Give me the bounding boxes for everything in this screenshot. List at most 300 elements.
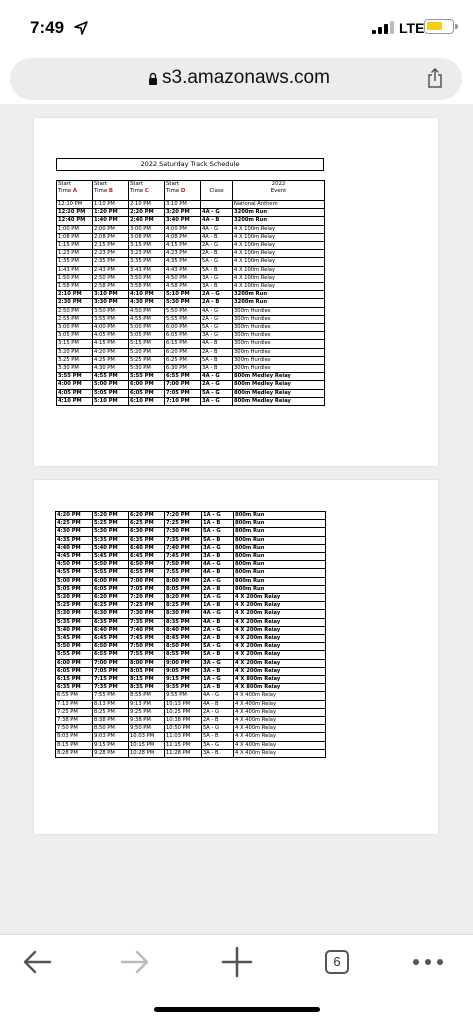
cell-a: 8:15 PM: [56, 741, 93, 749]
cell-b: 4:55 PM: [93, 373, 129, 381]
table-row: [56, 577, 326, 585]
cell-ev: 800m Run: [234, 577, 326, 585]
cell-cls: 5A - B: [201, 266, 233, 274]
cell-ev: 4 X 400m Relay: [234, 692, 326, 700]
cell-ev: 4 X 100m Relay: [233, 266, 325, 274]
cell-a: 12:40 PM: [57, 217, 93, 225]
table-row: [56, 536, 326, 544]
cell-c: 10:03 PM: [129, 733, 165, 741]
cell-c: 6:50 PM: [129, 561, 165, 569]
cell-b: 7:35 PM: [93, 684, 129, 692]
cell-ev: 800m Run: [234, 536, 326, 544]
cell-a: 1:15 PM: [57, 242, 93, 250]
cell-a: 3:20 PM: [57, 348, 93, 356]
cell-c: 7:50 PM: [129, 643, 165, 651]
table-row: [56, 602, 326, 610]
cell-b: 7:00 PM: [93, 659, 129, 667]
cell-cls: 2A - G: [201, 242, 233, 250]
cell-a: 3:55 PM: [57, 373, 93, 381]
table-row: [56, 626, 326, 634]
back-arrow-icon[interactable]: [22, 949, 52, 975]
cell-ev: 4 X 100m Relay: [233, 283, 325, 291]
table-row: [57, 274, 325, 282]
cell-d: 8:50 PM: [165, 643, 202, 651]
cell-cls: 4A - G: [202, 561, 234, 569]
cell-b: 6:05 PM: [93, 585, 129, 593]
cell-d: 11:15 PM: [165, 741, 202, 749]
cell-cls: 4A - G: [201, 307, 233, 315]
cell-d: 8:25 PM: [165, 602, 202, 610]
cell-ev: 4 X 400m Relay: [234, 700, 326, 708]
table-row: [56, 692, 326, 700]
cell-c: 7:55 PM: [129, 651, 165, 659]
cell-d: 7:05 PM: [165, 389, 201, 397]
cell-d: 8:00 PM: [165, 577, 202, 585]
table-row: [57, 324, 325, 332]
home-indicator: [154, 1007, 320, 1012]
cell-c: 5:30 PM: [129, 365, 165, 373]
cell-b: 9:15 PM: [93, 741, 129, 749]
cell-a: 12:10 PM: [57, 201, 93, 209]
table-row: [56, 717, 326, 725]
cell-cls: 1A - B: [202, 520, 234, 528]
header-start-a: Start Time A: [57, 181, 93, 201]
cell-ev: 4 X 400m Relay: [234, 741, 326, 749]
cell-c: 8:35 PM: [129, 684, 165, 692]
cell-ev: 800m Medley Relay: [233, 373, 325, 381]
table-row: [56, 708, 326, 716]
table-row: [56, 725, 326, 733]
cell-c: 3:35 PM: [129, 258, 165, 266]
cell-ev: 4 X 200m Relay: [234, 618, 326, 626]
cell-ev: 800m Run: [234, 520, 326, 528]
cell-b: 8:50 PM: [93, 725, 129, 733]
table-row: [56, 610, 326, 618]
table-row: [56, 553, 326, 561]
cell-b: 4:00 PM: [93, 324, 129, 332]
table-row: [57, 348, 325, 356]
table-row: [56, 569, 326, 577]
cell-c: 7:20 PM: [129, 594, 165, 602]
cell-cls: 5A - G: [201, 389, 233, 397]
cell-c: 4:50 PM: [129, 307, 165, 315]
cell-cls: 1A - B: [202, 684, 234, 692]
cell-d: 9:05 PM: [165, 667, 202, 675]
table-row: [57, 258, 325, 266]
battery-tip: [455, 24, 458, 29]
cell-cls: 3A - B: [202, 749, 234, 757]
cell-d: 4:50 PM: [165, 274, 201, 282]
cell-cls: 4A - B: [202, 569, 234, 577]
cell-c: 7:25 PM: [129, 602, 165, 610]
cell-c: 2:40 PM: [129, 217, 165, 225]
cell-b: 4:20 PM: [93, 348, 129, 356]
cell-b: 2:43 PM: [93, 266, 129, 274]
cell-d: 7:40 PM: [165, 544, 202, 552]
cell-ev: 300m Hurdles: [233, 324, 325, 332]
cell-d: 6:30 PM: [165, 365, 201, 373]
cell-d: 8:55 PM: [165, 651, 202, 659]
cell-c: 7:40 PM: [129, 626, 165, 634]
cell-cls: 3A - B: [201, 283, 233, 291]
cell-a: 4:20 PM: [56, 512, 93, 520]
table-row: [57, 283, 325, 291]
cell-d: 8:40 PM: [165, 626, 202, 634]
cell-a: 4:05 PM: [57, 389, 93, 397]
tabs-icon[interactable]: [325, 950, 349, 974]
cell-d: 5:55 PM: [165, 315, 201, 323]
header-event: 2022 Event: [233, 181, 325, 201]
cell-a: 12:20 PM: [57, 209, 93, 217]
table-row: [57, 356, 325, 364]
cell-ev: 4 X 200m Relay: [234, 667, 326, 675]
cell-cls: 3A - G: [201, 274, 233, 282]
cell-b: 5:40 PM: [93, 544, 129, 552]
cell-ev: 4 X 400m Relay: [234, 749, 326, 757]
cell-d: 8:45 PM: [165, 635, 202, 643]
table-row: [57, 250, 325, 258]
cell-c: 3:23 PM: [129, 250, 165, 258]
url-text[interactable]: s3.amazonaws.com: [162, 67, 330, 88]
cell-b: 4:30 PM: [93, 365, 129, 373]
cell-a: 4:55 PM: [56, 569, 93, 577]
cell-d: 4:08 PM: [165, 233, 201, 241]
cell-cls: 3A - G: [202, 659, 234, 667]
cell-c: 2:10 PM: [129, 201, 165, 209]
cell-a: 2:50 PM: [57, 307, 93, 315]
cell-b: 6:45 PM: [93, 635, 129, 643]
cell-d: 5:10 PM: [165, 291, 201, 299]
cell-ev: 4 X 100m Relay: [233, 225, 325, 233]
table-row: [56, 520, 326, 528]
cell-b: 9:28 PM: [93, 749, 129, 757]
cell-ev: 300m Hurdles: [233, 307, 325, 315]
cell-a: 5:50 PM: [56, 643, 93, 651]
table-row: [57, 389, 325, 397]
table-row: [56, 643, 326, 651]
cell-d: 7:55 PM: [165, 569, 202, 577]
cell-cls: 2A - G: [202, 708, 234, 716]
schedule-table-page-1: [56, 180, 325, 406]
cell-ev: 300m Hurdles: [233, 315, 325, 323]
cell-d: 7:35 PM: [165, 536, 202, 544]
cell-a: 3:15 PM: [57, 340, 93, 348]
cell-cls: 3A - B: [202, 553, 234, 561]
cell-d: 7:10 PM: [165, 397, 201, 405]
cell-b: 5:30 PM: [93, 528, 129, 536]
cell-b: 1:40 PM: [93, 217, 129, 225]
table-row: [57, 233, 325, 241]
table-row: [56, 659, 326, 667]
cell-d: 6:25 PM: [165, 356, 201, 364]
cell-ev: 300m Hurdles: [233, 348, 325, 356]
cell-ev: 800m Medley Relay: [233, 397, 325, 405]
table-row: [57, 266, 325, 274]
table-row: [57, 242, 325, 250]
table-row: [57, 315, 325, 323]
cell-ev: National Anthem: [233, 201, 325, 209]
cell-b: 3:55 PM: [93, 315, 129, 323]
cell-cls: 1A - B: [202, 602, 234, 610]
cell-a: 3:05 PM: [57, 332, 93, 340]
cell-ev: 4 X 100m Relay: [233, 274, 325, 282]
cell-cls: 4A - B: [201, 340, 233, 348]
cell-c: 5:15 PM: [129, 340, 165, 348]
cell-a: 6:55 PM: [56, 692, 93, 700]
cell-d: 5:30 PM: [165, 299, 201, 307]
cell-d: 6:20 PM: [165, 348, 201, 356]
cell-a: 1:50 PM: [57, 274, 93, 282]
cell-d: 7:50 PM: [165, 561, 202, 569]
cell-a: 5:20 PM: [56, 594, 93, 602]
table-row: [57, 397, 325, 405]
cell-ev: 4 X 100m Relay: [233, 250, 325, 258]
cell-d: 3:20 PM: [165, 209, 201, 217]
cell-c: 5:55 PM: [129, 373, 165, 381]
cell-ev: 4 X 200m Relay: [234, 651, 326, 659]
cell-a: 2:55 PM: [57, 315, 93, 323]
cell-ev: 4 X 200m Relay: [234, 635, 326, 643]
cell-b: 5:35 PM: [93, 536, 129, 544]
cell-b: 9:03 PM: [93, 733, 129, 741]
cell-d: 4:35 PM: [165, 258, 201, 266]
cell-d: 7:25 PM: [165, 520, 202, 528]
cell-signal-icon: [372, 21, 396, 34]
table-row: [57, 225, 325, 233]
cell-cls: 5A - B: [201, 356, 233, 364]
cell-a: 1:58 PM: [57, 283, 93, 291]
cell-d: 6:05 PM: [165, 332, 201, 340]
cell-d: 10:38 PM: [165, 717, 202, 725]
cell-ev: 800m Run: [234, 528, 326, 536]
cell-b: 8:25 PM: [93, 708, 129, 716]
cell-d: 8:20 PM: [165, 594, 202, 602]
cell-a: 1:35 PM: [57, 258, 93, 266]
cell-ev: 4 X 100m Relay: [233, 242, 325, 250]
network-label: LTE: [399, 20, 425, 36]
cell-b: 6:40 PM: [93, 626, 129, 634]
cell-cls: 2A - G: [201, 381, 233, 389]
cell-a: 6:00 PM: [56, 659, 93, 667]
cell-d: 8:30 PM: [165, 610, 202, 618]
table-row: [56, 684, 326, 692]
cell-cls: 4A - B: [202, 700, 234, 708]
table-row: [57, 291, 325, 299]
table-row: [57, 373, 325, 381]
cell-c: 6:00 PM: [129, 381, 165, 389]
cell-ev: 800m Medley Relay: [233, 381, 325, 389]
cell-d: 11:03 PM: [165, 733, 202, 741]
cell-c: 8:15 PM: [129, 676, 165, 684]
cell-d: 4:23 PM: [165, 250, 201, 258]
cell-d: 7:20 PM: [165, 512, 202, 520]
cell-a: 1:43 PM: [57, 266, 93, 274]
table-row: [57, 381, 325, 389]
cell-ev: 4 X 800m Relay: [234, 684, 326, 692]
cell-a: 5:30 PM: [56, 610, 93, 618]
cell-cls: 3A - G: [201, 332, 233, 340]
cell-c: 4:55 PM: [129, 315, 165, 323]
cell-a: 4:35 PM: [56, 536, 93, 544]
cell-a: 3:00 PM: [57, 324, 93, 332]
cell-cls: 4A - G: [202, 692, 234, 700]
location-arrow-icon: [74, 21, 88, 35]
header-start-d: Start Time D: [165, 181, 201, 201]
cell-ev: 800m Run: [234, 553, 326, 561]
cell-c: 3:00 PM: [129, 225, 165, 233]
cell-cls: 5A - G: [202, 528, 234, 536]
table-row: [56, 528, 326, 536]
table-row: [56, 741, 326, 749]
cell-a: 1:08 PM: [57, 233, 93, 241]
cell-b: 7:15 PM: [93, 676, 129, 684]
cell-c: 7:45 PM: [129, 635, 165, 643]
cell-c: 7:30 PM: [129, 610, 165, 618]
cell-d: 3:10 PM: [165, 201, 201, 209]
cell-cls: 5A - G: [202, 643, 234, 651]
table-row: [56, 676, 326, 684]
cell-c: 4:10 PM: [129, 291, 165, 299]
cell-b: 2:00 PM: [93, 225, 129, 233]
cell-a: 4:30 PM: [56, 528, 93, 536]
cell-ev: 800m Run: [234, 569, 326, 577]
lock-icon: [148, 72, 158, 85]
share-icon[interactable]: [427, 68, 443, 88]
header-class: Class: [201, 181, 233, 201]
table-row: [57, 209, 325, 217]
cell-a: 4:45 PM: [56, 553, 93, 561]
table-row: [56, 585, 326, 593]
cell-ev: 800m Run: [234, 512, 326, 520]
table-row: [57, 217, 325, 225]
cell-c: 5:25 PM: [129, 356, 165, 364]
table-row: [56, 651, 326, 659]
cell-b: 4:25 PM: [93, 356, 129, 364]
cell-b: 8:38 PM: [93, 717, 129, 725]
cell-a: 4:25 PM: [56, 520, 93, 528]
cell-d: 9:00 PM: [165, 659, 202, 667]
plus-icon[interactable]: [220, 945, 254, 979]
cell-d: 8:05 PM: [165, 585, 202, 593]
cell-d: 9:35 PM: [165, 684, 202, 692]
cell-ev: 3200m Run: [233, 299, 325, 307]
cell-d: 10:25 PM: [165, 708, 202, 716]
cell-b: 7:55 PM: [93, 692, 129, 700]
cell-b: 6:35 PM: [93, 618, 129, 626]
cell-c: 5:05 PM: [129, 332, 165, 340]
cell-cls: 5A - G: [201, 324, 233, 332]
cell-b: 2:08 PM: [93, 233, 129, 241]
table-header-row: [57, 181, 325, 201]
cell-a: 1:23 PM: [57, 250, 93, 258]
document-viewport[interactable]: [0, 104, 473, 934]
cell-c: 6:25 PM: [129, 520, 165, 528]
cell-cls: 2A - B: [201, 299, 233, 307]
pdf-page-2: [34, 480, 438, 834]
cell-ev: 4 X 200m Relay: [234, 602, 326, 610]
cell-b: 5:55 PM: [93, 569, 129, 577]
cell-a: 3:25 PM: [57, 356, 93, 364]
cell-b: 4:05 PM: [93, 332, 129, 340]
cell-cls: 3A - B: [202, 667, 234, 675]
cell-b: 3:50 PM: [93, 307, 129, 315]
cell-b: 5:05 PM: [93, 389, 129, 397]
cell-c: 9:13 PM: [129, 700, 165, 708]
cell-b: 8:13 PM: [93, 700, 129, 708]
cell-cls: 2A - B: [202, 635, 234, 643]
cell-cls: 5A - G: [201, 258, 233, 266]
cell-d: 9:55 PM: [165, 692, 202, 700]
cell-ev: 4 X 100m Relay: [233, 233, 325, 241]
table-row: [56, 544, 326, 552]
cell-a: 5:55 PM: [56, 651, 93, 659]
cell-a: 8:03 PM: [56, 733, 93, 741]
cell-cls: 3A - G: [202, 544, 234, 552]
cell-ev: 300m Hurdles: [233, 356, 325, 364]
table-row: [56, 512, 326, 520]
cell-c: 6:30 PM: [129, 528, 165, 536]
table-row: [56, 700, 326, 708]
cell-c: 8:05 PM: [129, 667, 165, 675]
cell-cls: 5A - B: [202, 733, 234, 741]
cell-ev: 300m Hurdles: [233, 332, 325, 340]
cell-cls: 2A - B: [201, 250, 233, 258]
cell-ev: 300m Hurdles: [233, 365, 325, 373]
table-row: [56, 749, 326, 757]
cell-d: 6:55 PM: [165, 373, 201, 381]
cell-ev: 300m Hurdles: [233, 340, 325, 348]
more-icon[interactable]: [412, 957, 444, 967]
cell-ev: 4 X 400m Relay: [234, 725, 326, 733]
status-bar: [0, 0, 473, 54]
cell-d: 4:00 PM: [165, 225, 201, 233]
cell-c: 9:50 PM: [129, 725, 165, 733]
cell-ev: 4 X 200m Relay: [234, 626, 326, 634]
cell-b: 7:05 PM: [93, 667, 129, 675]
cell-c: 10:28 PM: [129, 749, 165, 757]
cell-b: 2:50 PM: [93, 274, 129, 282]
cell-cls: 2A - G: [201, 291, 233, 299]
cell-c: 9:38 PM: [129, 717, 165, 725]
pdf-page-1: [34, 118, 438, 466]
cell-c: 6:10 PM: [129, 397, 165, 405]
cell-cls: 4A - G: [201, 225, 233, 233]
cell-cls: 4A - B: [202, 618, 234, 626]
cell-b: 6:20 PM: [93, 594, 129, 602]
cell-c: 6:55 PM: [129, 569, 165, 577]
cell-c: 6:05 PM: [129, 389, 165, 397]
cell-c: 10:15 PM: [129, 741, 165, 749]
cell-d: 7:00 PM: [165, 381, 201, 389]
cell-c: 6:35 PM: [129, 536, 165, 544]
forward-arrow-icon[interactable]: [120, 949, 150, 975]
cell-ev: 4 X 200m Relay: [234, 659, 326, 667]
cell-c: 3:58 PM: [129, 283, 165, 291]
cell-ev: 4 X 200m Relay: [234, 610, 326, 618]
cell-a: 2:30 PM: [57, 299, 93, 307]
cell-cls: 1A - G: [202, 512, 234, 520]
cell-b: 4:15 PM: [93, 340, 129, 348]
table-row: [56, 667, 326, 675]
cell-b: 5:10 PM: [93, 397, 129, 405]
cell-cls: 3A - G: [201, 397, 233, 405]
cell-b: 5:20 PM: [93, 512, 129, 520]
cell-cls: 4A - B: [201, 233, 233, 241]
cell-a: 6:05 PM: [56, 667, 93, 675]
cell-d: 4:43 PM: [165, 266, 201, 274]
cell-cls: 2A - B: [201, 348, 233, 356]
cell-ev: 4 X 400m Relay: [234, 717, 326, 725]
